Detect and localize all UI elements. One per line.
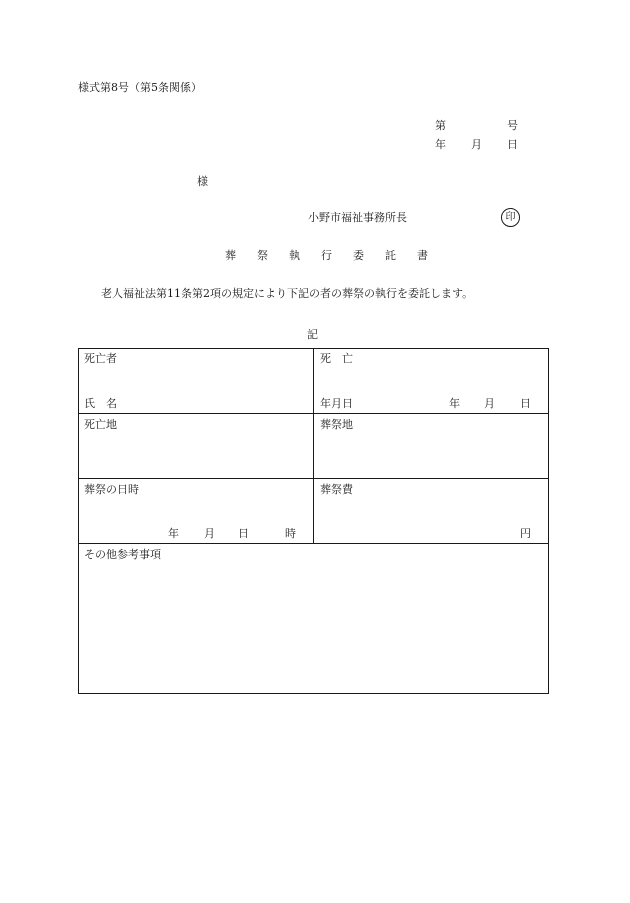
funeral-datetime-month: 月 [204,527,215,540]
form-reference: 様式第8号（第5条関係） [78,81,202,94]
funeral-cost-yen: 円 [520,527,531,540]
funeral-datetime-label: 葬祭の日時 [84,483,139,496]
funeral-datetime-hour: 時 [285,527,296,540]
death-label: 死 亡 [320,352,353,365]
death-date-month: 月 [484,397,495,410]
funeral-place-label: 葬祭地 [320,418,353,431]
ki-label: 記 [307,328,318,341]
funeral-cost-label: 葬祭費 [320,483,353,496]
date-day: 日 [507,138,518,151]
death-date-day: 日 [520,397,531,410]
death-date-label: 年月日 [320,397,353,410]
body-text: 老人福祉法第11条第2項の規定により下記の者の葬祭の執行を委託します。 [101,287,474,300]
addressee-suffix: 様 [197,175,208,188]
place-of-death-label: 死亡地 [84,418,117,431]
funeral-datetime-day: 日 [238,527,249,540]
issuer-name: 小野市福祉事務所長 [308,211,407,224]
death-date-year: 年 [449,397,460,410]
deceased-label: 死亡者 [84,352,117,365]
document-title: 葬祭執行委託書 [225,249,449,262]
date-month: 月 [471,138,482,151]
other-notes-label: その他参考事項 [84,548,161,561]
doc-number-dai: 第 [435,119,446,132]
table-column-divider [313,348,314,544]
funeral-datetime-year: 年 [168,527,179,540]
doc-number-go: 号 [507,119,518,132]
seal-mark: 印 [501,208,520,227]
deceased-name-label: 氏 名 [84,397,117,410]
date-year: 年 [435,138,446,151]
